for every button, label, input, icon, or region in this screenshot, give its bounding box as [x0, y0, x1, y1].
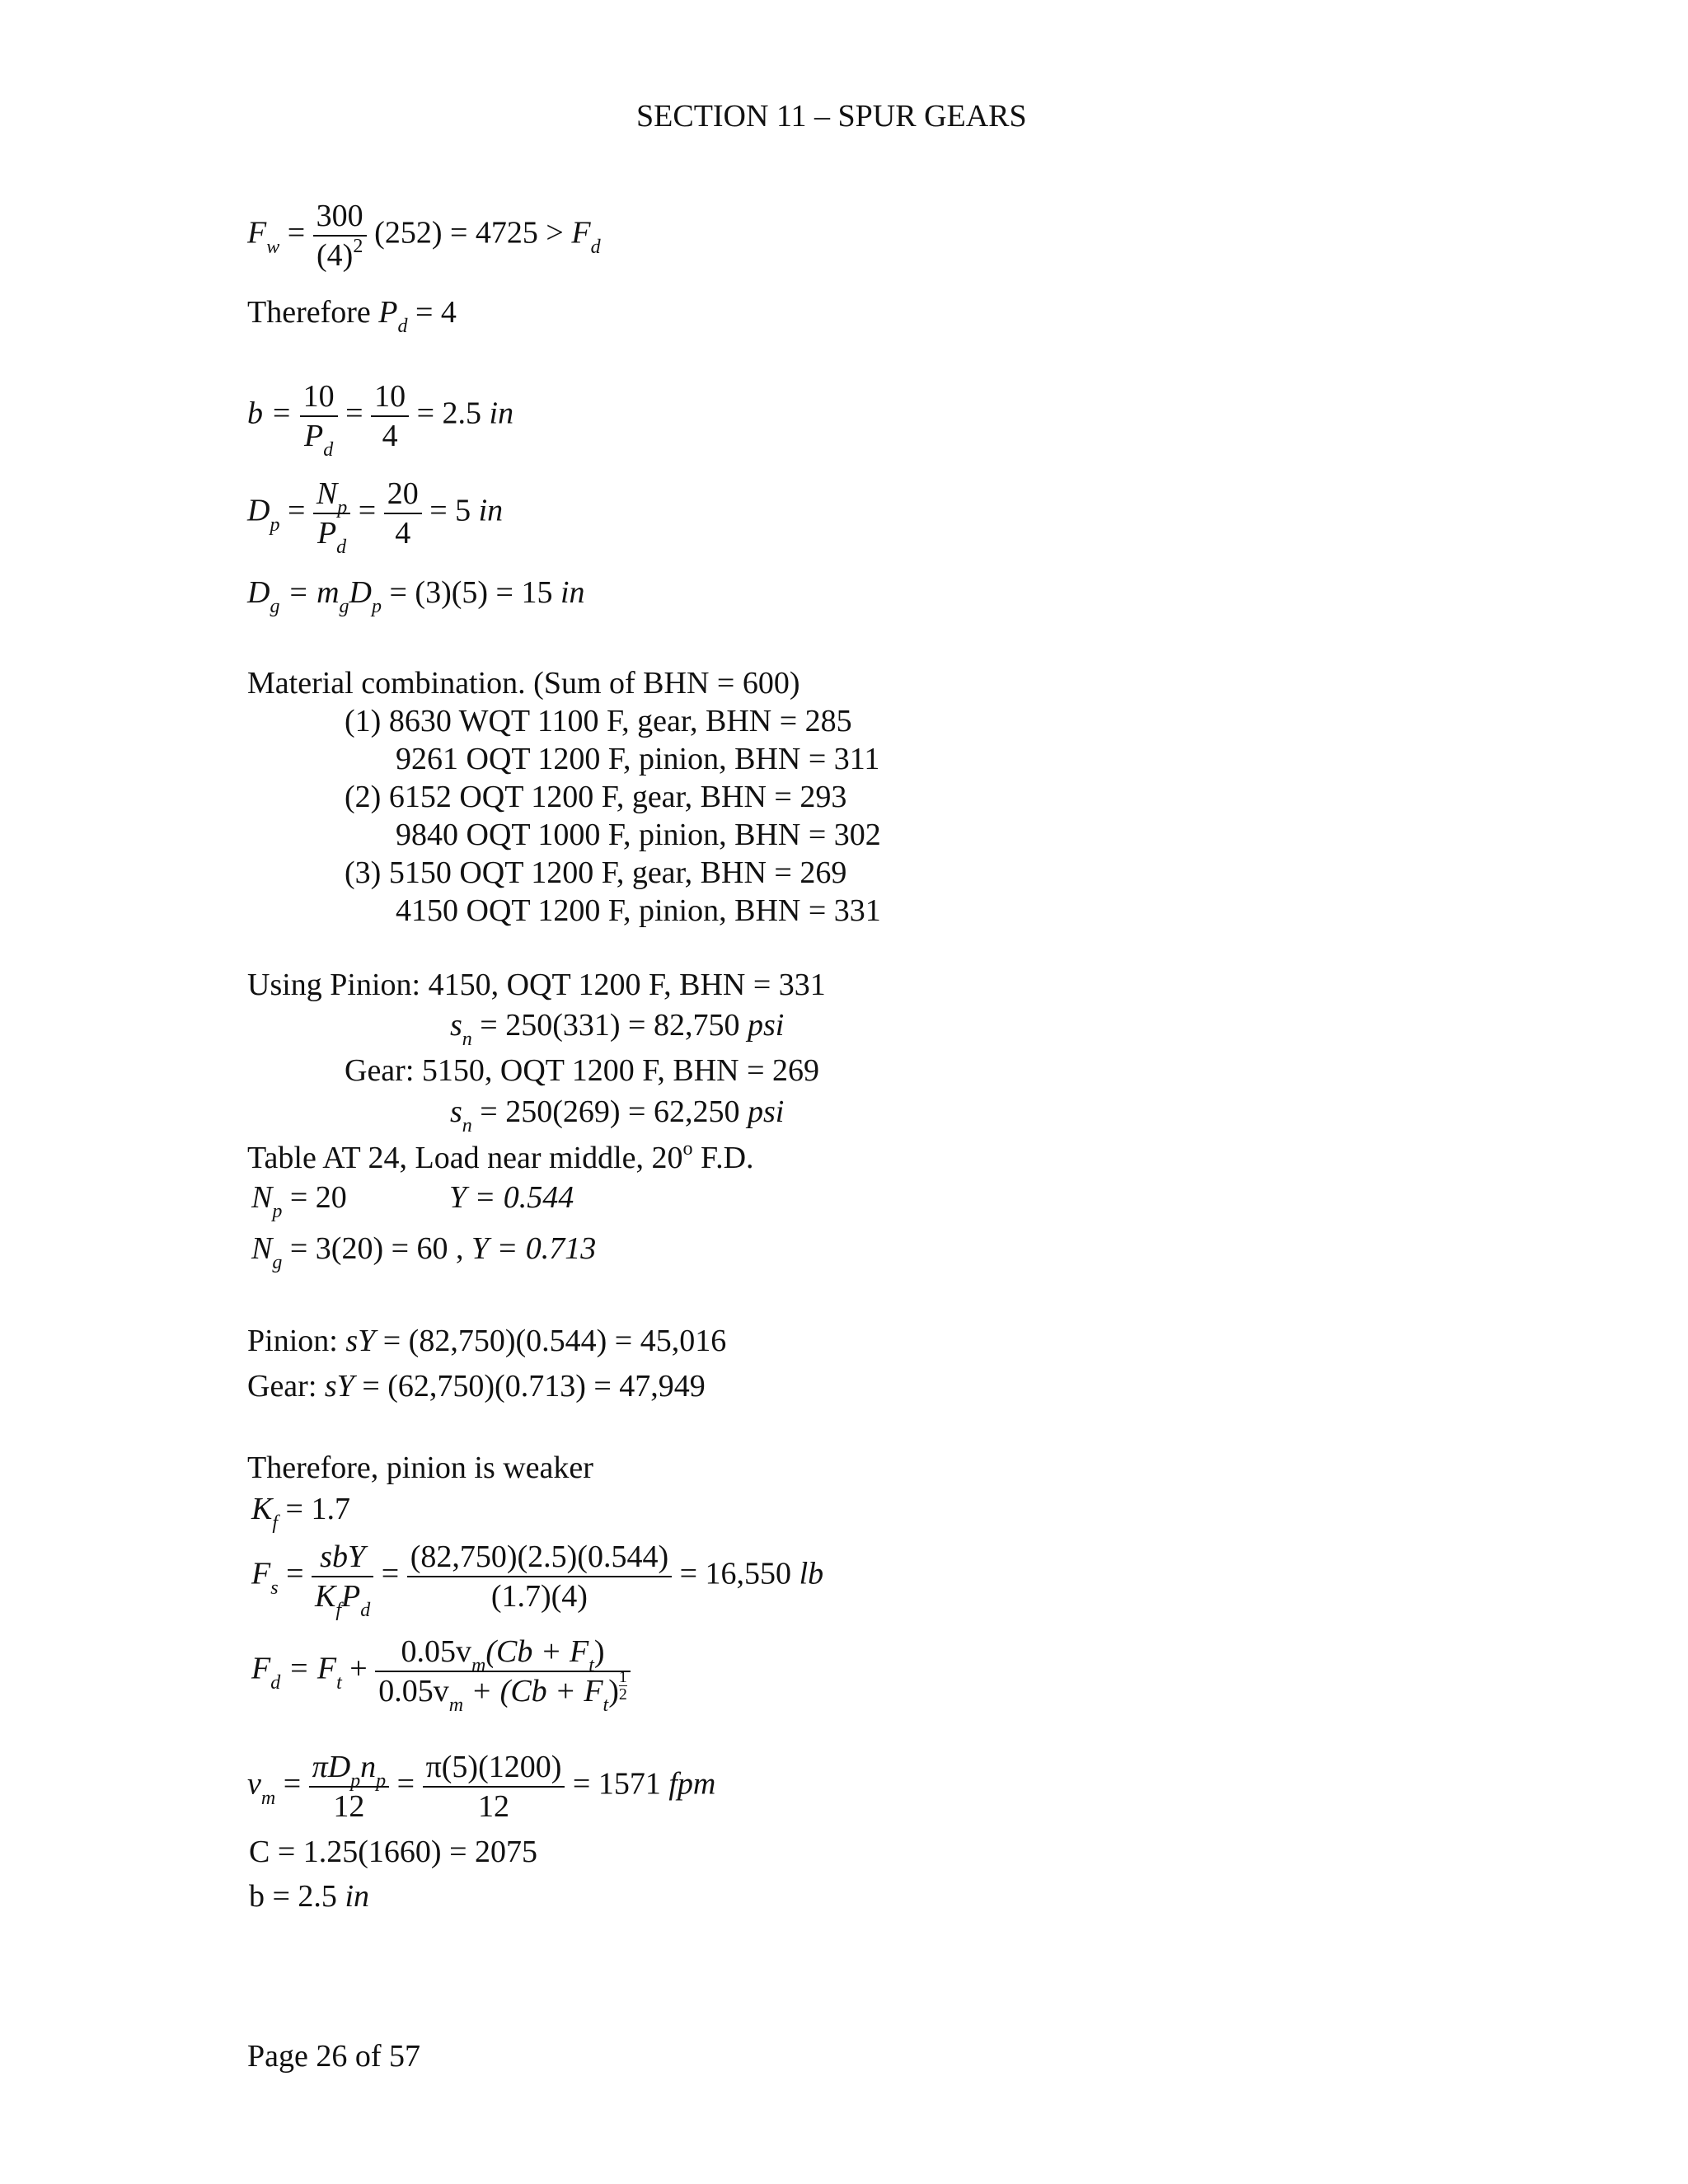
using-pinion-line: Using Pinion: 4150, OQT 1200 F, BHN = 331: [247, 968, 826, 1002]
material-line-4: 9840 OQT 1000 F, pinion, BHN = 302: [396, 818, 881, 852]
eq-b-fraction-2: $\frac{10}{4}$: [371, 381, 409, 452]
page-footer-number: Page 26 of 57: [247, 2039, 421, 2074]
materials-heading: Material combination. (Sum of BHN = 600): [247, 666, 800, 701]
np-line: $N_p = 20$: [251, 1180, 347, 1222]
eq-fd-fraction: $0.05v_m(Cb + F_t)$ $0.05v_m + (Cb + F_t)$ $\frac{1}{2}$: [375, 1636, 631, 1707]
eq-fw-rhs: (252) = 4725 >: [374, 215, 572, 251]
material-line-2: 9261 OQT 1200 F, pinion, BHN = 311: [396, 742, 880, 776]
therefore-pd: Therefore $P_d = 4$: [247, 295, 457, 337]
eq-fs-fraction-1: $\frac{\text{sbY}}{K_fP_d}$: [312, 1541, 373, 1612]
gear-line: Gear: 5150, OQT 1200 F, BHN = 269: [345, 1053, 820, 1088]
equation-dp: $D_p$ = $\frac{N_p}{P_d}$ = $\frac{20}{4}$ = 5 in: [247, 476, 504, 558]
eq-fd-exponent: $\frac{1}{2}$: [618, 1668, 627, 1704]
sn-gear: $s_n = 250(269) = 62,250$ psi: [450, 1094, 785, 1137]
page-header-title: SECTION 11 – SPUR GEARS: [636, 99, 1027, 134]
eq-fw-num: 300: [313, 200, 367, 237]
sn-pinion: $s_n = 250(331) = 82,750$ psi: [450, 1008, 785, 1050]
equation-c: C = 1.25(1660) = 2075: [249, 1835, 538, 1869]
eq-fw-den: $(4)^2$: [316, 236, 363, 273]
equation-b-final: b = 2.5 in: [249, 1879, 369, 1914]
gear-strength: Gear: sY = (62,750)(0.713) = 47,949: [247, 1369, 706, 1404]
eq-vm-fraction-2: $\frac{\pi(5)(1200)}{12}$: [423, 1751, 565, 1822]
equation-dg: $D_g = m_gD_p = (3)(5) = 15$ in: [247, 575, 585, 617]
eq-vm-fraction-1: $\frac{\pi D_pn_p}{12}$: [309, 1751, 389, 1822]
eq-fw-fraction: [313, 200, 367, 271]
weaker-conclusion: Therefore, pinion is weaker: [247, 1451, 593, 1485]
ng-line: $N_g = 3(20) = 60$ , Y = 0.713: [251, 1231, 597, 1273]
equation-fd: $F_d = F_t$ + $0.05v_m(Cb + F_t)$ $0.05v_m + (Cb + F_t)$ $\frac{1}{2}$: [251, 1636, 631, 1707]
eq-dp-fraction-1: $\frac{N_p}{P_d}$: [313, 478, 350, 549]
kf-line: $K_f = 1.7$: [251, 1492, 350, 1534]
eq-fs-fraction-2: $\frac{(82,750)(2.5)(0.544)}{(1.7)(4)}$: [407, 1541, 672, 1612]
eq-dp-fraction-2: $\frac{20}{4}$: [384, 478, 422, 549]
pinion-strength: Pinion: sY = (82,750)(0.544) = 45,016: [247, 1324, 727, 1358]
material-line-3: (2) 6152 OQT 1200 F, gear, BHN = 293: [345, 780, 847, 814]
equation-fs: $F_s$ = $\frac{\text{sbY}}{K_fP_d}$ = $\frac{(82,750)(2.5)(0.544)}{(1.7)(4)}$ = 16,550 lb: [251, 1540, 824, 1621]
equation-vm: $v_m$ = $\frac{\pi D_pn_p}{12}$ = $\frac{\pi(5)(1200)}{12}$ = 1571 fpm: [247, 1750, 716, 1824]
material-line-6: 4150 OQT 1200 F, pinion, BHN = 331: [396, 893, 881, 928]
equation-b: b = $\frac{10}{P_d}$ = $\frac{10}{4}$ = 2.5 in: [247, 379, 514, 461]
equation-fw: $F_w$ = $\frac{300}{(4)^2}$ $(252) = 4725 > F_d$: [247, 199, 601, 273]
eq-b-fraction-1: $\frac{10}{P_d}$: [300, 381, 338, 452]
table-line: Table AT 24, Load near middle, 20$^o$ F.D.: [247, 1138, 754, 1175]
material-line-5: (3) 5150 OQT 1200 F, gear, BHN = 269: [345, 855, 847, 890]
material-line-1: (1) 8630 WQT 1100 F, gear, BHN = 285: [345, 704, 852, 738]
eq-fw-lhs: F: [247, 215, 267, 251]
np-y-value: Y = 0.544: [449, 1180, 574, 1215]
eq-fw-lhs-sub: w: [266, 236, 280, 258]
